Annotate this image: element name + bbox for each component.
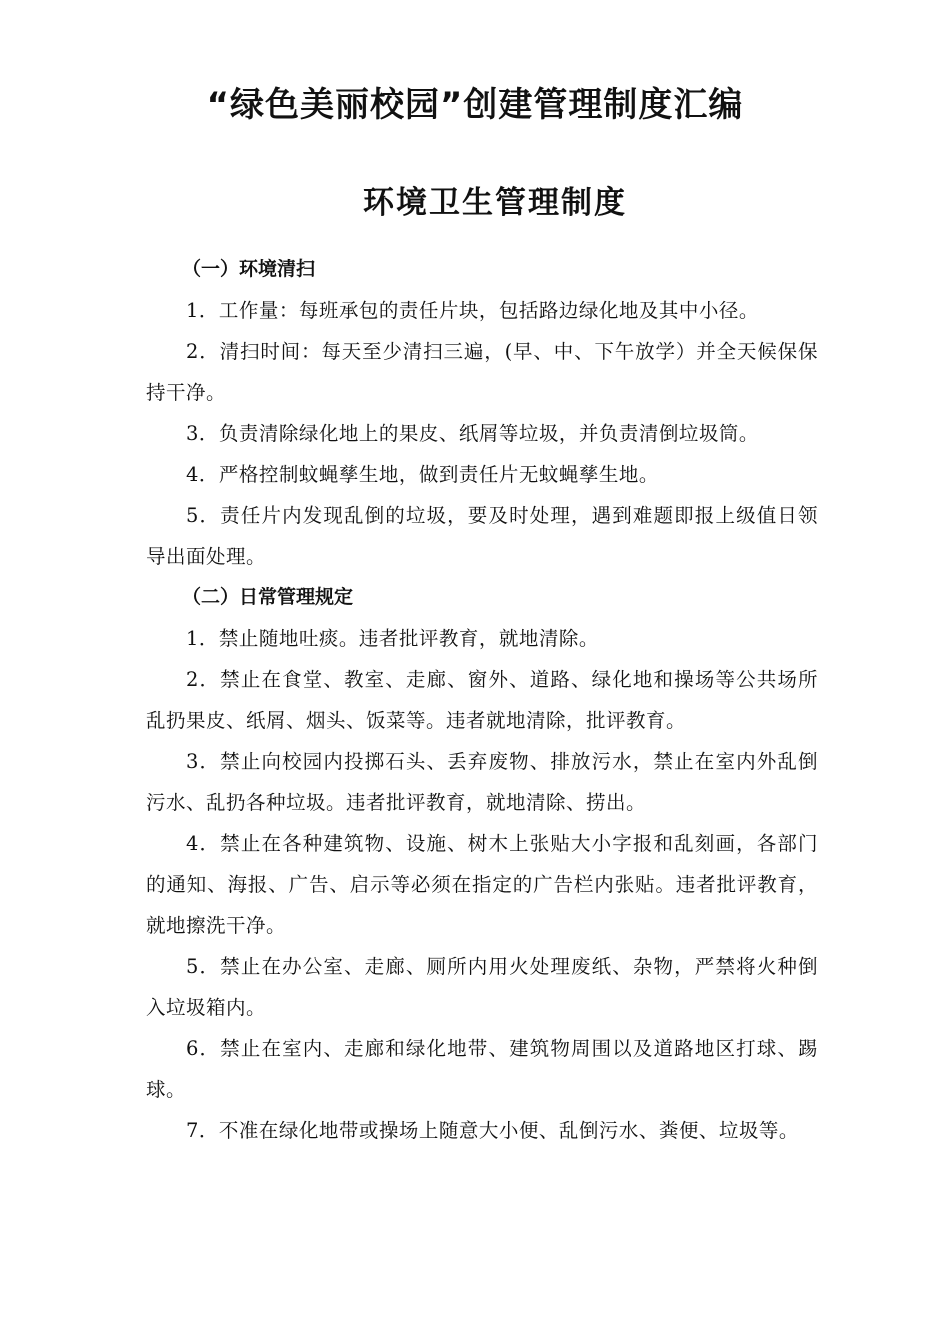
list-item: 2．禁止在食堂、教室、走廊、窗外、道路、绿化地和操场等公共场所乱扔果皮、纸屑、烟头、饭菜等。违者就地清除，批评教育。 xyxy=(146,668,818,732)
list-item: 4．严格控制蚊蝇孳生地，做到责任片无蚊蝇孳生地。 xyxy=(186,463,659,486)
section-heading: （一）环境清扫 xyxy=(182,258,316,280)
document-subtitle: 环境卫生管理制度 xyxy=(363,185,627,221)
list-item: 2．清扫时间：每天至少清扫三遍，(早、中、下午放学）并全天候保保持干净。 xyxy=(146,340,818,404)
section-environment-cleaning xyxy=(146,249,818,577)
list-item: 3．负责清除绿化地上的果皮、纸屑等垃圾，并负责清倒垃圾筒。 xyxy=(186,422,759,445)
document-title: “绿色美丽校园”创建管理制度汇编 xyxy=(206,85,744,125)
list-item: 7．不准在绿化地带或操场上随意大小便、乱倒污水、粪便、垃圾等。 xyxy=(186,1119,799,1142)
list-item: 5．禁止在办公室、走廊、厕所内用火处理废纸、杂物，严禁将火种倒入垃圾箱内。 xyxy=(146,955,818,1019)
section-heading: （二）日常管理规定 xyxy=(182,586,354,608)
document-body xyxy=(146,249,818,1151)
list-item: 1．工作量：每班承包的责任片块，包括路边绿化地及其中小径。 xyxy=(186,299,759,322)
list-item: 5．责任片内发现乱倒的垃圾，要及时处理，遇到难题即报上级值日领导出面处理。 xyxy=(146,504,818,568)
list-item: 1．禁止随地吐痰。违者批评教育，就地清除。 xyxy=(186,627,599,650)
list-item: 3．禁止向校园内投掷石头、丢弃废物、排放污水，禁止在室内外乱倒污水、乱扔各种垃圾。违者批评教育，就地清除、捞出。 xyxy=(146,750,818,814)
list-item: 6．禁止在室内、走廊和绿化地带、建筑物周围以及道路地区打球、踢球。 xyxy=(146,1037,818,1101)
section-daily-management xyxy=(146,577,818,1151)
list-item: 4．禁止在各种建筑物、设施、树木上张贴大小字报和乱刻画，各部门的通知、海报、广告、启示等必须在指定的广告栏内张贴。违者批评教育，就地擦洗干净。 xyxy=(146,832,818,937)
